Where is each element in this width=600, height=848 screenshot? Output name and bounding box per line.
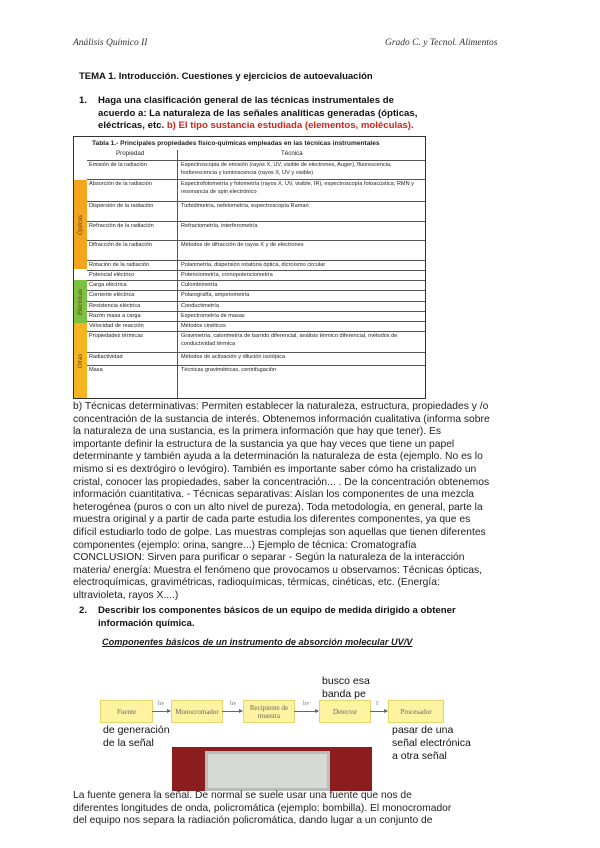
text-line: difícil estudiarlo todo de golpe. Las muestras complejas son aquellas que tienen diferentes: [73, 527, 486, 538]
table-row: [87, 331, 425, 353]
header-left: Análisis Químico II: [73, 38, 148, 48]
table-cell-technique: Conductimetría: [181, 303, 219, 309]
table-row: [87, 160, 425, 180]
text-line: heterogénea (puros o con un alto nivel de pureza). Toda metodología, en general, parte la: [73, 501, 483, 513]
text-line: importante definir la estructura de la sustancia ya que hay veces que tiene un papel: [73, 438, 455, 450]
table-cell-property: Rotación de la radiación: [89, 262, 150, 268]
table-cell-technique: Gravimetría, calorimetría de barrido diferencial, análisis térmico diferencial, métodos de conductividad térmica: [181, 333, 398, 347]
page-title: TEMA 1. Introducción. Cuestiones y ejercicios de autoevaluación: [79, 71, 373, 82]
diagram-title: Componentes básicos de un instrumento de absorción molecular UV/V: [102, 637, 413, 647]
table-row: [87, 221, 425, 241]
table-cell-technique: Métodos cinéticos: [181, 323, 226, 329]
table-cell-property: Resistencia eléctrica: [89, 303, 141, 309]
table-cell-technique: Métodos de activación y dilución isotópica: [181, 354, 286, 360]
text-line: electroquímicas, gravimétricas, radioquímicas, térmicas, cinéticas, etc. (Energía:: [73, 577, 440, 589]
text-line: determinante y también ayuda a la determinación la naturaleza de esta (ejemplo. No es lo: [73, 451, 483, 463]
question-number: 2.: [79, 605, 88, 616]
note-conversion: pasar de una señal electrónica a otra señal: [392, 724, 471, 762]
arrow-label: hv: [303, 700, 310, 707]
question-highlight: b) El tipo sustancia estudiada (elementos, moléculas).: [166, 120, 414, 131]
arrow: [294, 711, 318, 712]
question-1: [79, 95, 424, 133]
text-line: ultravioleta, rayos X....): [73, 590, 179, 601]
text-line: componentes (ejemplo: orina, sangre...) Ejemplo de técnica: Cromatografía: [73, 539, 417, 551]
table-cell-technique: Polarimetría, dispersión rotatoria óptica, dicroísmo circular: [181, 262, 326, 268]
text-line: muestra original y a partir de cada parte estudia los diferentes componentes, ya que es: [73, 514, 471, 526]
table-cell-technique: Turbidimetría, nefelometría, espectroscopía Raman: [181, 203, 309, 209]
table-cell-property: Carga eléctrica: [89, 282, 127, 288]
text-line: materia/ energía: Muestra el fenómeno que provocamos u observamos: Técnicas ópticas,: [73, 564, 483, 576]
arrow-label: I: [376, 700, 379, 707]
table-row: [87, 240, 425, 261]
arrow: [152, 711, 170, 712]
table-cell-technique: Espectrometría de masas: [181, 313, 245, 319]
group-optics: Ópticas: [74, 180, 87, 269]
table-cell-technique: Polarografía, amperometría: [181, 292, 250, 298]
box-sample: Recipiente de muestra: [243, 700, 295, 723]
table-cell-property: Propiedades térmicas: [89, 333, 144, 339]
table-cell-property: Velocidad de reacción: [89, 323, 144, 329]
table-header-property: Propiedad: [116, 150, 145, 157]
question-text: Describir los componentes básicos de un equipo de medida dirigido a obtener información química.: [98, 605, 456, 629]
table-row: [87, 179, 425, 202]
header-right: Grado C. y Tecnol. Alimentos: [385, 38, 498, 48]
table-cell-property: Dispersión de la radiación: [89, 203, 154, 209]
text-line: La fuente genera la señal. De normal se suele usar una fuente que nos de: [73, 790, 412, 801]
table-cell-property: Absorción de la radiación: [89, 181, 152, 187]
table-cell-technique: Espectroscopia de emisión (rayos X, UV, visible de electrones, Auger), fluorescencia, fosforescencia y luminiscencia (rayos X, UV y visible): [181, 162, 392, 176]
table-cell-technique: Refractometría, interferometría: [181, 223, 258, 229]
table-cell-technique: Espectrofotometría y fotometría (rayos X, UV, visible, IR), espectroscopía fotoacústica; RMN y resonancia de spin electrónico: [181, 181, 414, 195]
table-row: [87, 352, 425, 366]
arrow: [370, 711, 387, 712]
text-line: cristal, conocer las propiedades, saber la concentración... . De la concentración obtenemos: [73, 476, 490, 488]
note-band: busco esa banda pe: [322, 675, 370, 700]
table-cell-property: Razón masa a carga: [89, 313, 141, 319]
group-others: Otras: [74, 323, 87, 398]
box-monochromator: Monocromador: [171, 700, 223, 723]
question-number: 1.: [79, 95, 88, 106]
table-cell-technique: Culombimetría: [181, 282, 218, 288]
text-line: del equipo nos separa la radiación policromática, dando lugar a un conjunto de: [73, 815, 433, 827]
text-line: concentración de la sustancia de interés. Obtenemos información cualitativa (informa sobre: [73, 413, 490, 425]
table-cell-technique: Métodos de difracción de rayos X y de electrones: [181, 242, 304, 248]
question-text: Haga una clasificación general de las técnicas instrumentales de acuerdo a: La naturaleza de las señales analíticas generadas (ópticas, eléctricas, etc. b) El tipo sustancia estudiada (elementos, moléculas).: [98, 95, 418, 131]
text-line: la naturaleza de una sustancia, es la primera información que hay que tener). Es: [73, 426, 442, 438]
arrow: [222, 711, 242, 712]
table-cell-technique: Potenciometría, cronopotenciometría: [181, 272, 273, 278]
techniques-table: [73, 136, 426, 399]
table-cell-property: Corriente eléctrica: [89, 292, 135, 298]
box-detector: Detector: [319, 700, 371, 723]
text-line: b) Técnicas determinativas: Permiten establecer la naturaleza, estructura, propiedades y /o: [73, 401, 489, 412]
table-cell-property: Refracción de la radiación: [89, 223, 154, 229]
table-cell-property: Difracción de la radiación: [89, 242, 152, 248]
table-cell-property: Radiactividad: [89, 354, 123, 360]
table-cell-technique: Técnicas gravimétricas, centrifugación: [181, 367, 277, 373]
question-2: [79, 605, 499, 630]
table-cell-property: Masa: [89, 367, 103, 373]
table-cell-property: Potencial eléctrico: [89, 272, 135, 278]
arrow-label: hv: [158, 700, 165, 707]
instrument-photo: [172, 747, 372, 791]
note-generation: de generación de la señal: [103, 724, 170, 749]
table-header-technique: Técnica: [281, 150, 303, 157]
table-row: [87, 365, 425, 378]
group-electric: Eléctricas: [74, 280, 87, 323]
text-line: diferentes longitudes de onda, policromática (ejemplo: bombilla). El monocromador: [73, 802, 452, 814]
text-line: CONCLUSION: Sirven para purificar o separar - Según la naturaleza de la interacción: [73, 552, 465, 564]
text-line: mismo si es dextrógiro o levógiro). También es importante saber cómo ha cristalizado un: [73, 464, 477, 475]
arrow-label: hv: [230, 700, 237, 707]
box-processor: Procesador: [388, 700, 444, 723]
table-caption: Tabla 1.- Principales propiedades físico-químicas empleadas en las técnicas instrumentales: [92, 140, 380, 147]
table-cell-property: Emisión de la radiación: [89, 162, 147, 168]
box-source: Fuente: [100, 700, 153, 723]
text-line: información cuantitativa. - Técnicas separativas: Aíslan los componentes de una mezcla: [73, 489, 475, 501]
table-row: [87, 201, 425, 222]
